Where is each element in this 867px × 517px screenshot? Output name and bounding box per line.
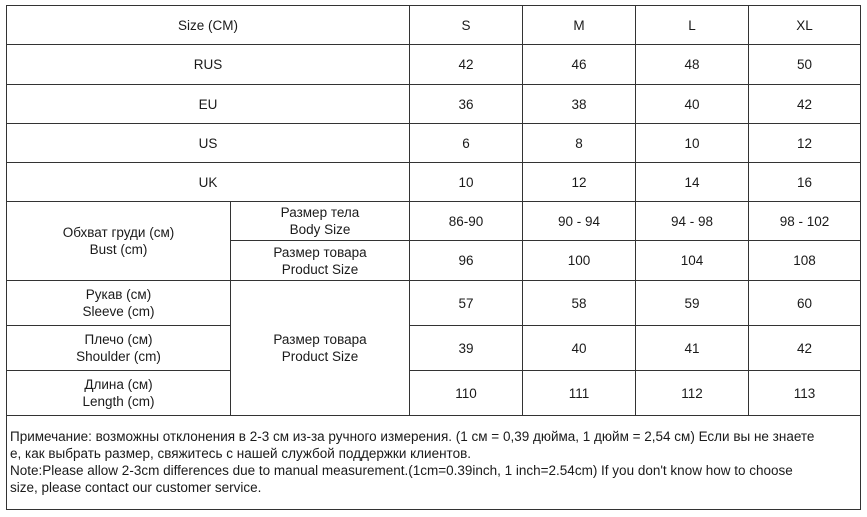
size-header-label: Size (CM) <box>7 6 410 45</box>
bust-product-size-label-ru: Размер товара <box>273 244 367 260</box>
table-cell: 10 <box>410 163 523 202</box>
shoulder-label <box>7 326 231 371</box>
table-cell: 96 <box>410 241 523 281</box>
length-label-ru: Длина (см) <box>84 377 153 392</box>
table-cell: 8 <box>523 124 636 163</box>
body-size-label-en: Body Size <box>289 222 351 237</box>
product-size-label <box>231 281 410 416</box>
eu-row <box>7 85 861 124</box>
size-l-header: L <box>636 6 749 45</box>
table-cell: 108 <box>749 241 861 281</box>
note-en-line1: Note:Please allow 2-3cm differences due to manual measurement.(1cm=0.39inch, 1 inch=2.54cm) If you don't know how to choose <box>10 463 793 478</box>
table-cell: 58 <box>523 281 636 326</box>
body-size-label-ru: Размер тела <box>280 205 360 220</box>
row-label-us: US <box>7 124 410 163</box>
bust-label-en: Bust (cm) <box>89 242 148 257</box>
length-row <box>7 371 861 416</box>
shoulder-label-en: Shoulder (cm) <box>76 349 161 364</box>
note-ru-line2: е, как выбрать размер, свяжитесь с нашей службой поддержки клиентов. <box>10 446 472 461</box>
table-cell: 36 <box>410 85 523 124</box>
table-cell: 14 <box>636 163 749 202</box>
product-size-label-en: Product Size <box>281 349 359 364</box>
bust-label <box>7 202 231 281</box>
size-s-header: S <box>410 6 523 45</box>
row-label-uk: UK <box>7 163 410 202</box>
table-cell: 59 <box>636 281 749 326</box>
table-cell: 94 - 98 <box>636 202 749 241</box>
length-label <box>7 371 231 416</box>
table-cell: 100 <box>523 241 636 281</box>
size-xl-header: XL <box>749 6 861 45</box>
body-size-label <box>231 202 410 241</box>
table-cell: 110 <box>410 371 523 416</box>
table-cell: 86-90 <box>410 202 523 241</box>
header-row <box>7 6 861 45</box>
size-m-header: M <box>523 6 636 45</box>
table-cell: 42 <box>749 85 861 124</box>
table-cell: 57 <box>410 281 523 326</box>
sleeve-label-en: Sleeve (cm) <box>82 304 155 319</box>
note-text <box>7 416 861 510</box>
size-chart-table <box>6 5 861 510</box>
table-cell: 104 <box>636 241 749 281</box>
table-cell: 90 - 94 <box>523 202 636 241</box>
table-cell: 10 <box>636 124 749 163</box>
table-cell: 42 <box>749 326 861 371</box>
sleeve-label <box>7 281 231 326</box>
table-cell: 60 <box>749 281 861 326</box>
rus-row <box>7 45 861 85</box>
note-row <box>7 416 861 510</box>
bust-product-size-label-en: Product Size <box>281 261 359 277</box>
table-cell: 46 <box>523 45 636 85</box>
row-label-rus: RUS <box>7 45 410 85</box>
bust-label-ru: Обхват груди (см) <box>62 225 175 240</box>
table-cell: 38 <box>523 85 636 124</box>
table-cell: 6 <box>410 124 523 163</box>
table-cell: 112 <box>636 371 749 416</box>
bust-body-row <box>7 202 861 241</box>
table-cell: 111 <box>523 371 636 416</box>
table-cell: 40 <box>523 326 636 371</box>
product-size-label-ru: Размер товара <box>273 332 367 347</box>
sleeve-row <box>7 281 861 326</box>
shoulder-row <box>7 326 861 371</box>
table-cell: 12 <box>523 163 636 202</box>
table-cell: 48 <box>636 45 749 85</box>
table-cell: 98 - 102 <box>749 202 861 241</box>
length-label-en: Length (cm) <box>82 394 155 409</box>
table-cell: 12 <box>749 124 861 163</box>
table-cell: 50 <box>749 45 861 85</box>
note-en-line2: size, please contact our customer service. <box>10 480 262 495</box>
table-cell: 39 <box>410 326 523 371</box>
table-cell: 40 <box>636 85 749 124</box>
table-cell: 42 <box>410 45 523 85</box>
table-cell: 41 <box>636 326 749 371</box>
sleeve-label-ru: Рукав (см) <box>85 287 152 302</box>
table-cell: 16 <box>749 163 861 202</box>
table-cell: 113 <box>749 371 861 416</box>
us-row <box>7 124 861 163</box>
shoulder-label-ru: Плечо (см) <box>84 332 153 347</box>
note-ru-line1: Примечание: возможны отклонения в 2-3 см из-за ручного измерения. (1 см = 0,39 дюйма, 1 дюйм = 2,54 см) Если вы не знаете <box>10 429 815 444</box>
uk-row <box>7 163 861 202</box>
row-label-eu: EU <box>7 85 410 124</box>
bust-product-size-label <box>231 241 410 281</box>
